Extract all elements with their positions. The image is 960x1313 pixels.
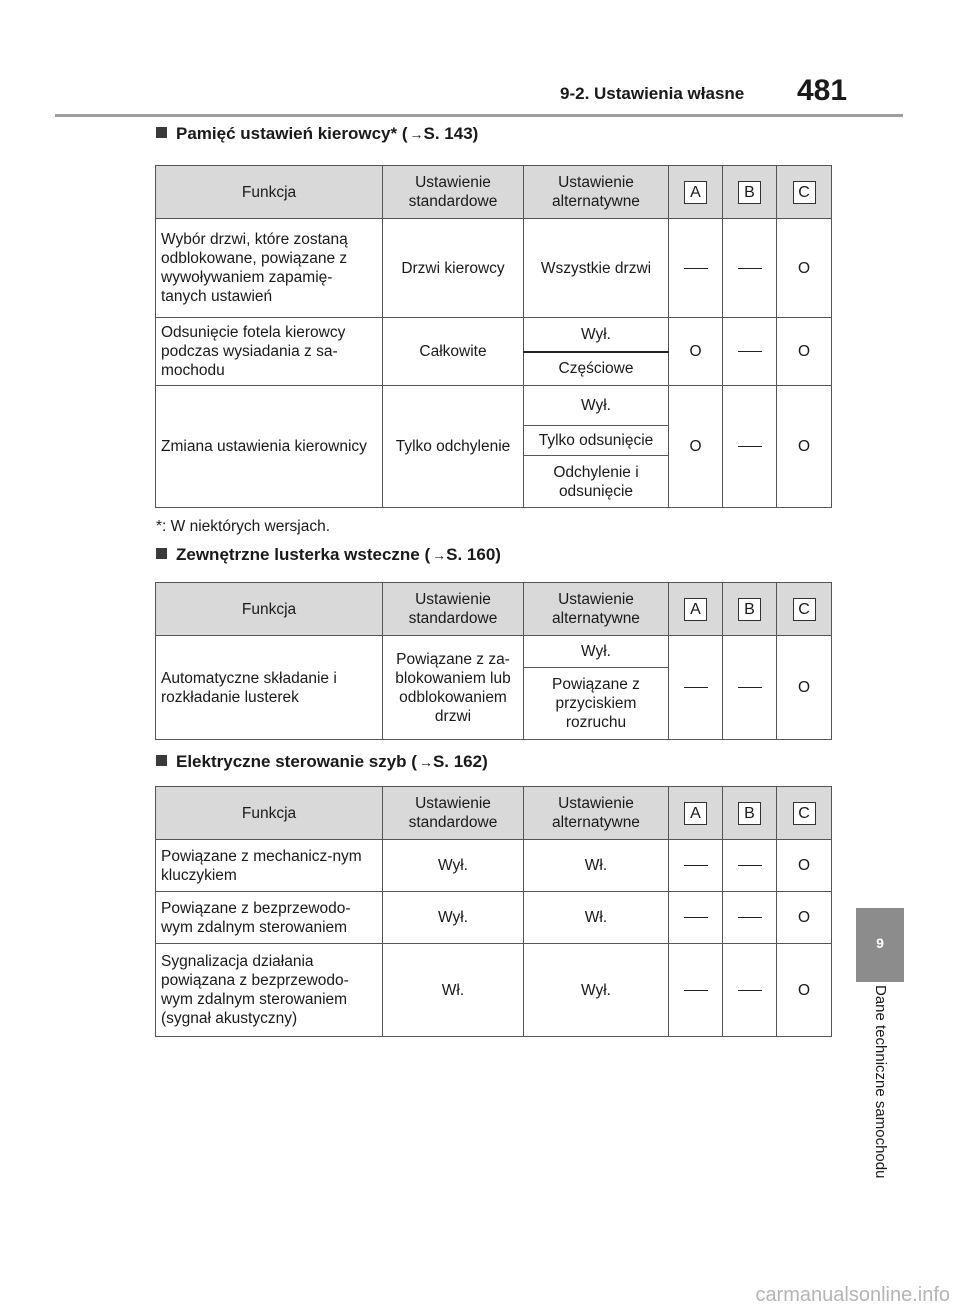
- cell-funkcja: Powiązane z bezprzewodo-wym zdalnym sterowaniem: [156, 892, 383, 944]
- cell-alt: Odchylenie i odsunięcie: [524, 456, 669, 508]
- col-header-c: C: [793, 598, 816, 621]
- cell-alt: Wszystkie drzwi: [524, 219, 669, 318]
- cell-alt: Wył.: [524, 944, 669, 1037]
- section-heading-mirrors: Zewnętrzne lusterka wsteczne ( →S. 160): [156, 545, 501, 565]
- dash-mark-b: [738, 917, 762, 918]
- col-header-b: B: [738, 181, 761, 204]
- cell-funkcja: Wybór drzwi, które zostaną odblokowane, powiązane z wywoływaniem zapamię-tanych ustawień: [156, 219, 383, 318]
- cell-funkcja: Sygnalizacja działania powiązana z bezprzewodo-wym zdalnym sterowaniem (sygnał akustyczny): [156, 944, 383, 1037]
- cell-funkcja: Odsunięcie fotela kierowcy podczas wysiadania z sa-mochodu: [156, 318, 383, 386]
- col-header-b: B: [738, 598, 761, 621]
- chapter-number: 9: [876, 935, 884, 951]
- dash-mark-a: [684, 268, 708, 269]
- page-number: 481: [797, 74, 848, 107]
- dash-mark-b: [738, 446, 762, 447]
- cell-alt: Częściowe: [524, 352, 669, 386]
- header-rule: [55, 114, 903, 117]
- cell-alt: Wł.: [524, 840, 669, 892]
- cell-alt: Wył.: [524, 386, 669, 426]
- mark-c: O: [777, 892, 832, 944]
- dash-mark-a: [684, 865, 708, 866]
- table-window-settings: [155, 786, 832, 1037]
- watermark: carmanualsonline.info: [755, 1284, 950, 1306]
- bullet-square-icon: [156, 755, 167, 766]
- bullet-square-icon: [156, 127, 167, 138]
- table-row: [156, 636, 832, 668]
- col-header-standard: Ustawienie standardowe: [383, 166, 524, 219]
- table-row: [156, 318, 832, 352]
- cell-standard: Wł.: [383, 944, 524, 1037]
- cell-standard: Drzwi kierowcy: [383, 219, 524, 318]
- cell-alt: Powiązane z przyciskiem rozruchu: [524, 668, 669, 740]
- page-reference-link[interactable]: S. 143): [423, 124, 479, 143]
- cell-funkcja: Powiązane z mechanicz-nym kluczykiem: [156, 840, 383, 892]
- cell-standard: Wył.: [383, 840, 524, 892]
- page-reference-link[interactable]: S. 160): [446, 545, 501, 564]
- col-header-standard: Ustawienie standardowe: [383, 787, 524, 840]
- mark-a: O: [669, 318, 723, 386]
- mark-c: O: [777, 944, 832, 1037]
- cell-alt: Wył.: [524, 318, 669, 352]
- col-header-alt: Ustawienie alternatywne: [524, 583, 669, 636]
- mark-c: O: [777, 840, 832, 892]
- col-header-c: C: [793, 181, 816, 204]
- cell-funkcja: Zmiana ustawienia kierownicy: [156, 386, 383, 508]
- dash-mark-a: [684, 917, 708, 918]
- mark-c: O: [777, 386, 832, 508]
- arrow-icon: →: [432, 547, 447, 563]
- dash-mark-a: [684, 990, 708, 991]
- table-mirror-settings: [155, 582, 832, 740]
- col-header-a: A: [684, 598, 707, 621]
- dash-mark-b: [738, 687, 762, 688]
- cell-standard: Powiązane z za-blokowaniem lub odblokowaniem drzwi: [383, 636, 524, 740]
- bullet-square-icon: [156, 548, 167, 559]
- dash-mark-a: [684, 687, 708, 688]
- section-heading-windows: Elektryczne sterowanie szyb ( →S. 162): [156, 752, 488, 772]
- mark-c: O: [777, 318, 832, 386]
- cell-standard: Wył.: [383, 892, 524, 944]
- col-header-c: C: [793, 802, 816, 825]
- table-header-row: [156, 583, 832, 636]
- mark-a: O: [669, 386, 723, 508]
- mark-c: O: [777, 636, 832, 740]
- table-row: [156, 840, 832, 892]
- dash-mark-b: [738, 351, 762, 352]
- table-row: [156, 386, 832, 426]
- table-row: [156, 944, 832, 1037]
- footnote: *: W niektórych wersjach.: [156, 518, 330, 535]
- col-header-alt: Ustawienie alternatywne: [524, 166, 669, 219]
- table-header-row: [156, 787, 832, 840]
- header-title: 9-2. Ustawienia własne: [560, 84, 745, 103]
- arrow-icon: →: [418, 754, 433, 770]
- arrow-icon: →: [409, 126, 424, 142]
- cell-standard: Całkowite: [383, 318, 524, 386]
- table-header-row: [156, 166, 832, 219]
- col-header-funkcja: Funkcja: [156, 166, 383, 219]
- col-header-b: B: [738, 802, 761, 825]
- col-header-a: A: [684, 802, 707, 825]
- cell-alt: Wł.: [524, 892, 669, 944]
- page-reference-link[interactable]: S. 162): [432, 752, 488, 771]
- table-row: [156, 219, 832, 318]
- cell-alt: Wył.: [524, 636, 669, 668]
- dash-mark-b: [738, 865, 762, 866]
- col-header-standard: Ustawienie standardowe: [383, 583, 524, 636]
- dash-mark-b: [738, 268, 762, 269]
- col-header-alt: Ustawienie alternatywne: [524, 787, 669, 840]
- col-header-funkcja: Funkcja: [156, 787, 383, 840]
- section-heading-memory: Pamięć ustawień kierowcy* ( →S. 143): [156, 124, 478, 144]
- mark-c: O: [777, 219, 832, 318]
- cell-funkcja: Automatyczne składanie i rozkładanie lusterek: [156, 636, 383, 740]
- table-row: [156, 892, 832, 944]
- chapter-label: Dane techniczne samochodu: [872, 985, 889, 1179]
- cell-standard: Tylko odchylenie: [383, 386, 524, 508]
- col-header-a: A: [684, 181, 707, 204]
- cell-alt: Tylko odsunięcie: [524, 426, 669, 456]
- dash-mark-b: [738, 990, 762, 991]
- table-memory-settings: [155, 165, 832, 508]
- col-header-funkcja: Funkcja: [156, 583, 383, 636]
